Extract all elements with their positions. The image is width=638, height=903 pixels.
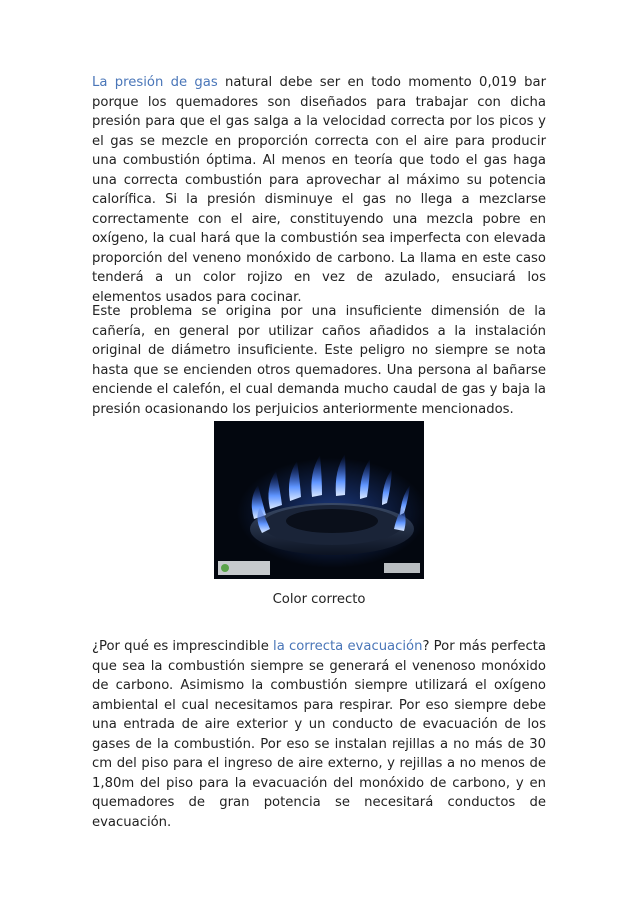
gas-flame-image <box>214 421 424 579</box>
link-gas-pressure[interactable]: La presión de gas <box>92 75 218 90</box>
paragraph-pipe-problem <box>92 302 546 419</box>
paragraph-gas-pressure-text: natural debe ser en todo momento 0,019 bar porque los quemadores son diseñados para trabajar con dicha presión para que el gas salga a la velocidad correcta por los picos y el gas se mezcle en proporción correcta con el aire para producir una combustión óptima. Al menos en teoría que todo el gas haga una correcta combustión para aprovechar al máximo su potencia calorífica. Si la presión disminuye el gas no llega a mezclarse correctamente con el aire, constituyendo una mezcla pobre en oxígeno, la cual hará que la combustión sea imperfecta con elevada proporción del veneno monóxido de carbono. La llama en este caso tenderá a un color rojizo en vez de azulado, ensuciará los elementos usados para cocinar. <box>92 75 546 305</box>
burner-crown <box>250 503 414 555</box>
burner-flame-illustration <box>214 421 424 579</box>
paragraph-evacuation-before: ¿Por qué es imprescindible <box>92 639 274 654</box>
link-correct-evacuation[interactable]: la correcta evacuación <box>273 639 423 654</box>
paragraph-pipe-problem-text: Este problema se origina por una insuficiente dimensión de la cañería, en general por utilizar caños añadidos a la instalación original de diámetro insuficiente. Este peligro no siempre se nota hasta que se encienden otros quemadores. Una persona al bañarse enciende el calefón, el cual demanda mucho caudal de gas y baja la presión ocasionando los perjuicios anteriormente mencionados. <box>92 304 546 417</box>
paragraph-evacuation <box>92 637 546 832</box>
paragraph-gas-pressure <box>92 73 546 307</box>
image-caption: Color correcto <box>272 592 366 607</box>
paragraph-evacuation-after: ? Por más perfecta que sea la combustión siempre se generará el venenoso monóxido de carbono. Asimismo la combustión siempre utilizará el oxígeno ambiental el cual necesitamos para respirar. Por eso siempre debe una entrada de aire exterior y un conducto de evacuación de los gases de la combustión. Por eso se instalan rejillas a no más de 30 cm del piso para el ingreso de aire externo, y rejillas a no menos de 1,80m del piso para la evacuación del monóxido de carbono, y en quemadores de gran potencia se necesitará conductos de evacuación. <box>92 639 546 830</box>
